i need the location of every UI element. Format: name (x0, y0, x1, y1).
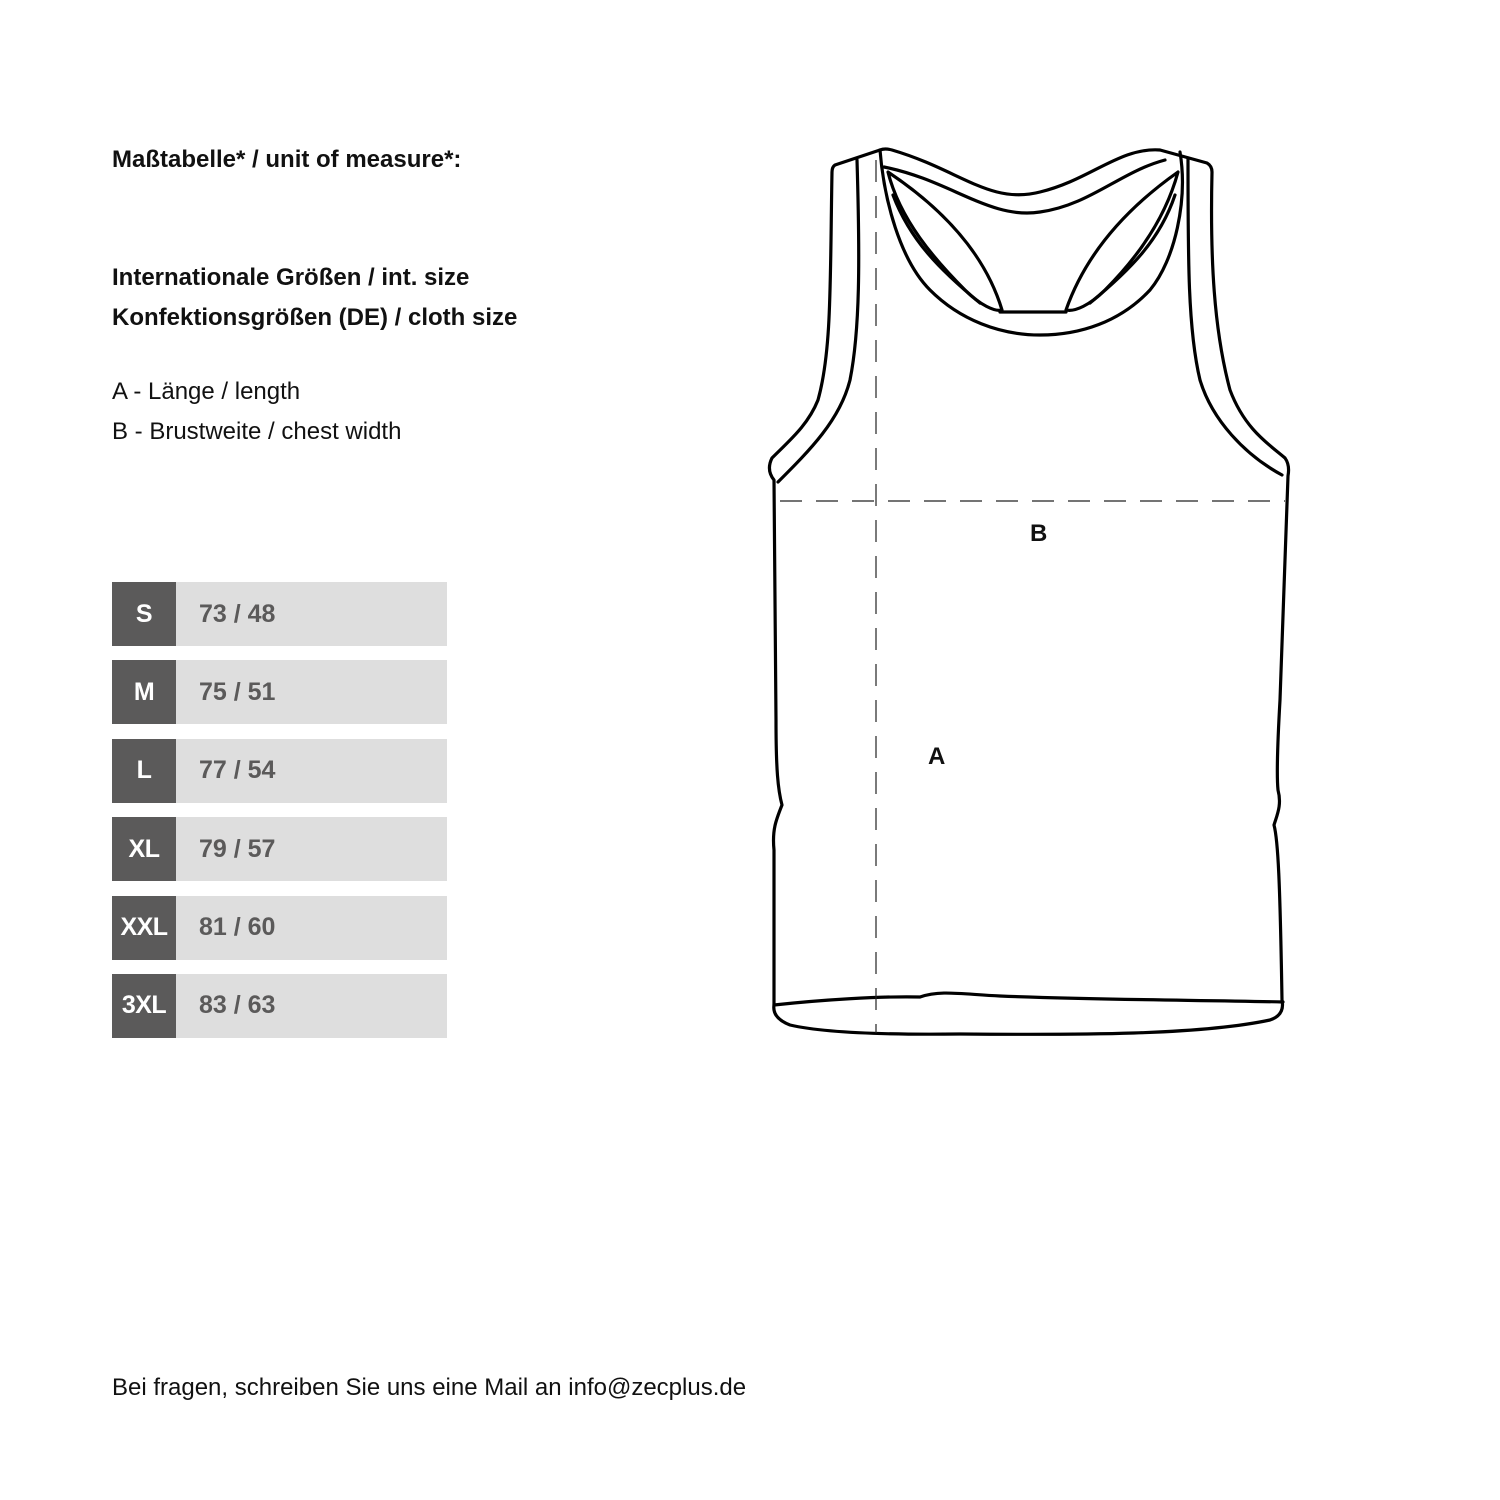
size-code: XXL (112, 896, 176, 960)
legend-length: A - Länge / length (112, 378, 301, 405)
size-code: S (112, 582, 176, 646)
size-measurements: 77 / 54 (176, 739, 447, 803)
size-row-3xl (112, 974, 447, 1038)
size-row-l (112, 739, 447, 803)
measurement-label-b: B (1030, 520, 1048, 547)
size-measurements: 81 / 60 (176, 896, 447, 960)
size-code: M (112, 660, 176, 724)
contact-footer: Bei fragen, schreiben Sie uns eine Mail an info@zecplus.de (112, 1374, 747, 1401)
size-system-labels (112, 258, 517, 338)
size-measurements: 79 / 57 (176, 817, 447, 881)
size-measurements: 83 / 63 (176, 974, 447, 1038)
size-code: XL (112, 817, 176, 881)
size-code: L (112, 739, 176, 803)
size-row-m (112, 660, 447, 724)
size-measurements: 75 / 51 (176, 660, 447, 724)
size-row-xl (112, 817, 447, 881)
measurement-legend (112, 372, 401, 452)
cloth-size-label: Konfektionsgrößen (DE) / cloth size (112, 304, 518, 331)
international-size-label: Internationale Größen / int. size (112, 264, 470, 291)
legend-chest-width: B - Brustweite / chest width (112, 418, 402, 445)
size-code: 3XL (112, 974, 176, 1038)
size-measurements: 73 / 48 (176, 582, 447, 646)
tank-top-outline-icon (760, 135, 1300, 1045)
size-table (112, 582, 447, 1052)
page-title: Maßtabelle* / unit of measure*: (112, 146, 462, 173)
tank-top-diagram (760, 135, 1300, 1045)
measurement-label-a: A (928, 743, 946, 770)
size-row-s (112, 582, 447, 646)
size-row-xxl (112, 896, 447, 960)
